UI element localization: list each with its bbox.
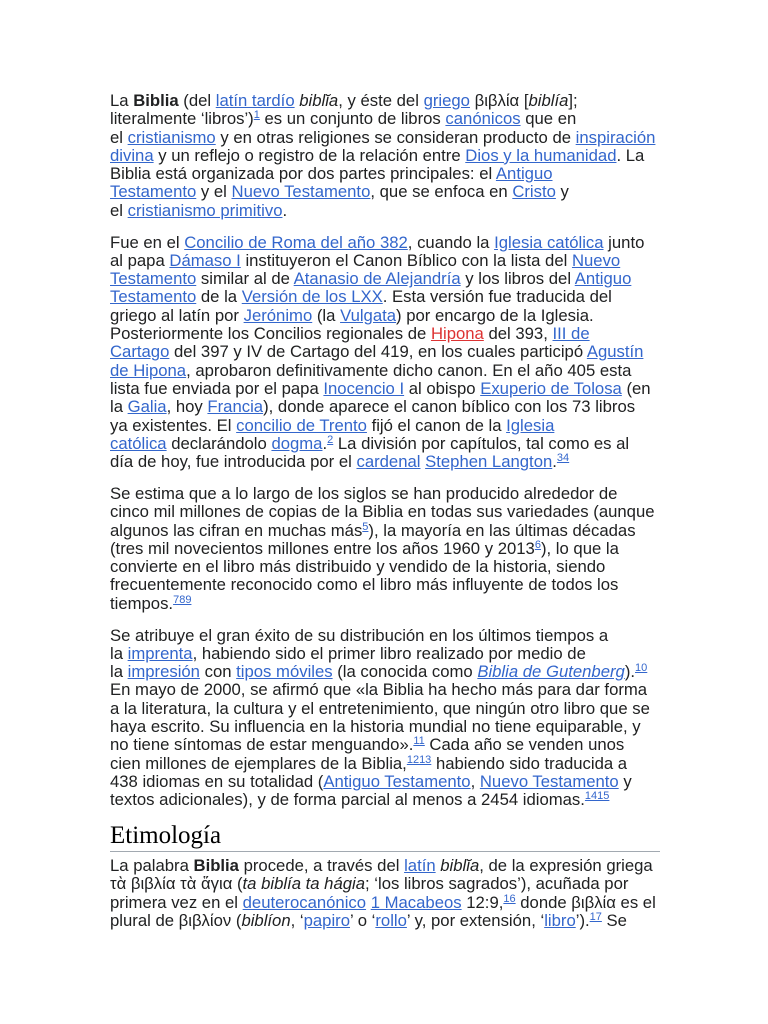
text-run: La palabra xyxy=(110,855,194,875)
link-dios-y-la-humanidad[interactable]: Dios y la humanidad xyxy=(465,145,617,165)
link-inocencio-i[interactable]: Inocencio I xyxy=(323,378,405,398)
text-run: , de la expresión griega τὰ βιβλία τὰ ἅγια ( xyxy=(110,855,653,894)
italic-term: biblía xyxy=(528,91,569,110)
text-run: al obispo xyxy=(404,378,481,398)
footnote-ref-16[interactable]: 16 xyxy=(503,892,516,905)
text-run: (la xyxy=(312,305,341,325)
footnote-ref-1415[interactable]: 1415 xyxy=(584,790,610,803)
link-inspiracion-divina[interactable]: inspiración divina xyxy=(110,127,656,165)
text-run: ]; literalmente ‘libros’) xyxy=(110,91,578,129)
link-atanasio-de-alejandria[interactable]: Atanasio de Alejandría xyxy=(293,269,461,289)
text-run: 12:9, xyxy=(461,892,504,912)
link-latin-tardio[interactable]: latín tardío xyxy=(215,91,295,110)
link-jeronimo[interactable]: Jerónimo xyxy=(243,305,313,325)
text-run: Se xyxy=(601,910,627,930)
link-antiguo-testamento[interactable]: Antiguo Testamento xyxy=(110,269,632,307)
link-galia[interactable]: Galia xyxy=(127,397,167,417)
text-run: y textos adicionales), y de forma parcial al menos a 2454 idiomas. xyxy=(110,771,632,810)
text-run: , xyxy=(470,771,480,791)
text-run: ) por encargo de la Iglesia. Posteriormente los Concilios regionales de xyxy=(110,305,594,344)
italic-term: biblĭa xyxy=(299,91,339,110)
link-concilio-de-roma-del-ano-382[interactable]: Concilio de Roma del año 382 xyxy=(184,232,408,252)
text-run: Cada año se venden unos cien millones de ejemplares de la Biblia, xyxy=(110,735,625,773)
text-run: La división por capítulos, tal como es al día de hoy, fue introducida por el xyxy=(110,433,630,472)
footnote-ref-34[interactable]: 34 xyxy=(556,452,570,465)
etimologia-section xyxy=(110,857,660,930)
link-iii-de-cartago[interactable]: III de Cartago xyxy=(110,324,590,362)
text-run: y un reflejo o registro de la relación entre xyxy=(153,145,466,165)
footnote-ref-789[interactable]: 789 xyxy=(173,593,192,606)
link-1-macabeos[interactable]: 1 Macabeos xyxy=(370,892,462,912)
link-imprenta[interactable]: imprenta xyxy=(127,643,193,663)
link-biblia-de-gutenberg[interactable]: Biblia de Gutenberg xyxy=(477,662,625,682)
article-body xyxy=(110,92,660,944)
footnote-ref-1[interactable]: 1 xyxy=(253,109,260,122)
footnote-ref-17[interactable]: 17 xyxy=(589,910,602,923)
text-run: es un conjunto de libros xyxy=(259,109,446,129)
link-antiguo-testamento[interactable]: Antiguo Testamento xyxy=(110,164,553,202)
text-run: procede, a través del xyxy=(238,855,405,875)
text-run: (en la xyxy=(110,378,651,417)
text-run: , cuando la xyxy=(407,232,495,252)
footnote-ref-5[interactable]: 5 xyxy=(362,520,369,533)
text-run: similar al de xyxy=(196,269,294,289)
link-cristianismo[interactable]: cristianismo xyxy=(127,127,216,147)
text-run: ), lo que la convierte en el libro más distribuido y vendido de la historia, siendo frecuentemente reconocido como el libro más influyente de todos los tiempos. xyxy=(110,538,619,613)
link-griego[interactable]: griego xyxy=(423,91,470,110)
paragraph xyxy=(110,92,660,220)
text-run: declarándolo xyxy=(166,433,272,453)
text-run: , aprobaron definitivamente dicho canon. En el año 405 esta lista fue enviada por el papa xyxy=(110,360,632,398)
text-run: de la xyxy=(196,287,242,307)
paragraph xyxy=(110,857,660,930)
text-run: ’ o ‘ xyxy=(350,910,376,930)
paragraph xyxy=(110,485,660,613)
text-run: La xyxy=(110,91,134,110)
text-run: (del xyxy=(178,91,216,110)
bold-term: Biblia xyxy=(133,91,179,110)
link-libro[interactable]: libro xyxy=(544,910,576,930)
intro-section xyxy=(110,92,660,809)
text-run: Se atribuye el gran éxito de su distribución en los últimos tiempos a la xyxy=(110,625,609,663)
text-run: , que se enfoca en xyxy=(370,182,513,202)
link-hipona[interactable]: Hipona xyxy=(430,324,484,344)
bold-term: Biblia xyxy=(193,855,239,875)
text-run: con xyxy=(199,662,237,682)
text-run: Se estima que a lo largo de los siglos se han producido alrededor de cinco mil millones de copias de la Biblia en todas sus variedades (aunque algunos las cifran en muchas más xyxy=(110,483,655,540)
link-deuterocanonico[interactable]: deuterocanónico xyxy=(242,892,367,912)
text-run: y en otras religiones se consideran producto de xyxy=(215,127,576,147)
text-run: , ‘ xyxy=(290,910,304,930)
text-run: . La Biblia está organizada por dos partes principales: el xyxy=(110,145,645,184)
text-run: y el xyxy=(110,182,569,220)
text-run: Fue en el xyxy=(110,232,185,252)
text-run: , hoy xyxy=(166,397,208,417)
link-nuevo-testamento[interactable]: Nuevo Testamento xyxy=(110,250,621,289)
footnote-ref-10[interactable]: 10 xyxy=(635,662,648,675)
link-exuperio-de-tolosa[interactable]: Exuperio de Tolosa xyxy=(480,378,622,398)
italic-term: biblĭa xyxy=(440,855,480,875)
text-run: . Esta versión fue traducida del griego al latín por xyxy=(110,287,612,325)
footnote-ref-1213[interactable]: 1213 xyxy=(406,753,432,766)
link-damaso-i[interactable]: Dámaso I xyxy=(169,250,241,270)
link-cristianismo-primitivo[interactable]: cristianismo primitivo xyxy=(127,200,283,220)
paragraph xyxy=(110,627,660,810)
text-run: (la conocida como xyxy=(332,662,478,682)
text-run: donde βιβλία es el plural de βιβλίον ( xyxy=(110,892,656,930)
link-rollo[interactable]: rollo xyxy=(375,910,407,930)
text-run: , habiendo sido el primer libro realizado por medio de la xyxy=(110,643,586,682)
link-concilio-de-trento[interactable]: concilio de Trento xyxy=(236,415,367,435)
link-cardenal[interactable]: cardenal xyxy=(356,452,421,472)
footnote-ref-2[interactable]: 2 xyxy=(327,433,334,446)
text-run: ; ‘los libros sagrados’), acuñada por primera vez en el xyxy=(110,874,629,912)
italic-term: biblíon xyxy=(241,910,291,930)
footnote-ref-11[interactable]: 11 xyxy=(413,735,425,748)
link-antiguo-testamento[interactable]: Antiguo Testamento xyxy=(323,771,471,791)
link-version-de-los-lxx[interactable]: Versión de los LXX xyxy=(241,287,383,307)
text-run: En mayo de 2000, se afirmó que «la Biblia ha hecho más para dar forma a la literatura, la cultura y el entretenimiento, que ningún otro libro que se haya escrito. Su influencia en la historia mundial no tiene equiparable, y no tiene síntomas de estar menguando». xyxy=(110,680,650,755)
link-iglesia-catolica[interactable]: Iglesia católica xyxy=(110,415,555,453)
italic-term: ta biblía ta hágia xyxy=(242,874,365,894)
link-nuevo-testamento[interactable]: Nuevo Testamento xyxy=(231,182,371,202)
text-run: instituyeron el Canon Bíblico con la lista del xyxy=(240,250,572,270)
text-run: ). xyxy=(624,662,636,682)
text-run: del 393, xyxy=(483,324,553,344)
link-francia[interactable]: Francia xyxy=(207,397,264,417)
link-papiro[interactable]: papiro xyxy=(303,910,350,930)
text-run: ’ y, por extensión, ‘ xyxy=(406,910,545,930)
link-tipos-moviles[interactable]: tipos móviles xyxy=(236,662,333,682)
text-run: ), donde aparece el canon bíblico con los 73 libros ya existentes. El xyxy=(110,397,636,435)
link-nuevo-testamento[interactable]: Nuevo Testamento xyxy=(479,771,619,791)
link-latin[interactable]: latín xyxy=(404,855,436,875)
text-run: . xyxy=(282,200,288,220)
text-run: ’). xyxy=(575,910,590,930)
section-heading-etimologia: Etimología xyxy=(110,823,660,852)
text-run: del 397 y IV de Cartago del 419, en los cuales participó xyxy=(169,342,587,362)
text-run: habiendo sido traducida a 438 idiomas en su totalidad ( xyxy=(110,753,628,791)
text-run: y los libros del xyxy=(460,269,575,289)
link-impresion[interactable]: impresión xyxy=(127,662,200,682)
link-vulgata[interactable]: Vulgata xyxy=(340,305,397,325)
text-run: y el xyxy=(196,182,232,202)
text-run: fijó el canon de la xyxy=(366,415,507,435)
text-run: , y éste del xyxy=(338,91,424,110)
link-dogma[interactable]: dogma xyxy=(271,433,323,453)
link-cristo[interactable]: Cristo xyxy=(512,182,556,202)
text-run: ), la mayoría en las últimas décadas (tres mil novecientos millones entre los años 1960 y 2013 xyxy=(110,520,636,558)
link-iglesia-catolica[interactable]: Iglesia católica xyxy=(494,232,604,252)
text-run: . xyxy=(322,433,328,453)
footnote-ref-6[interactable]: 6 xyxy=(534,538,541,551)
text-run: que en el xyxy=(110,109,577,147)
link-canonicos[interactable]: canónicos xyxy=(445,109,521,129)
paragraph xyxy=(110,234,660,472)
text-run: βιβλία [ xyxy=(469,91,529,110)
link-stephen-langton[interactable]: Stephen Langton xyxy=(425,452,553,472)
link-agustin-de-hipona[interactable]: Agustín de Hipona xyxy=(110,342,644,380)
text-run: junto al papa xyxy=(110,232,645,270)
text-run: . xyxy=(552,452,557,472)
